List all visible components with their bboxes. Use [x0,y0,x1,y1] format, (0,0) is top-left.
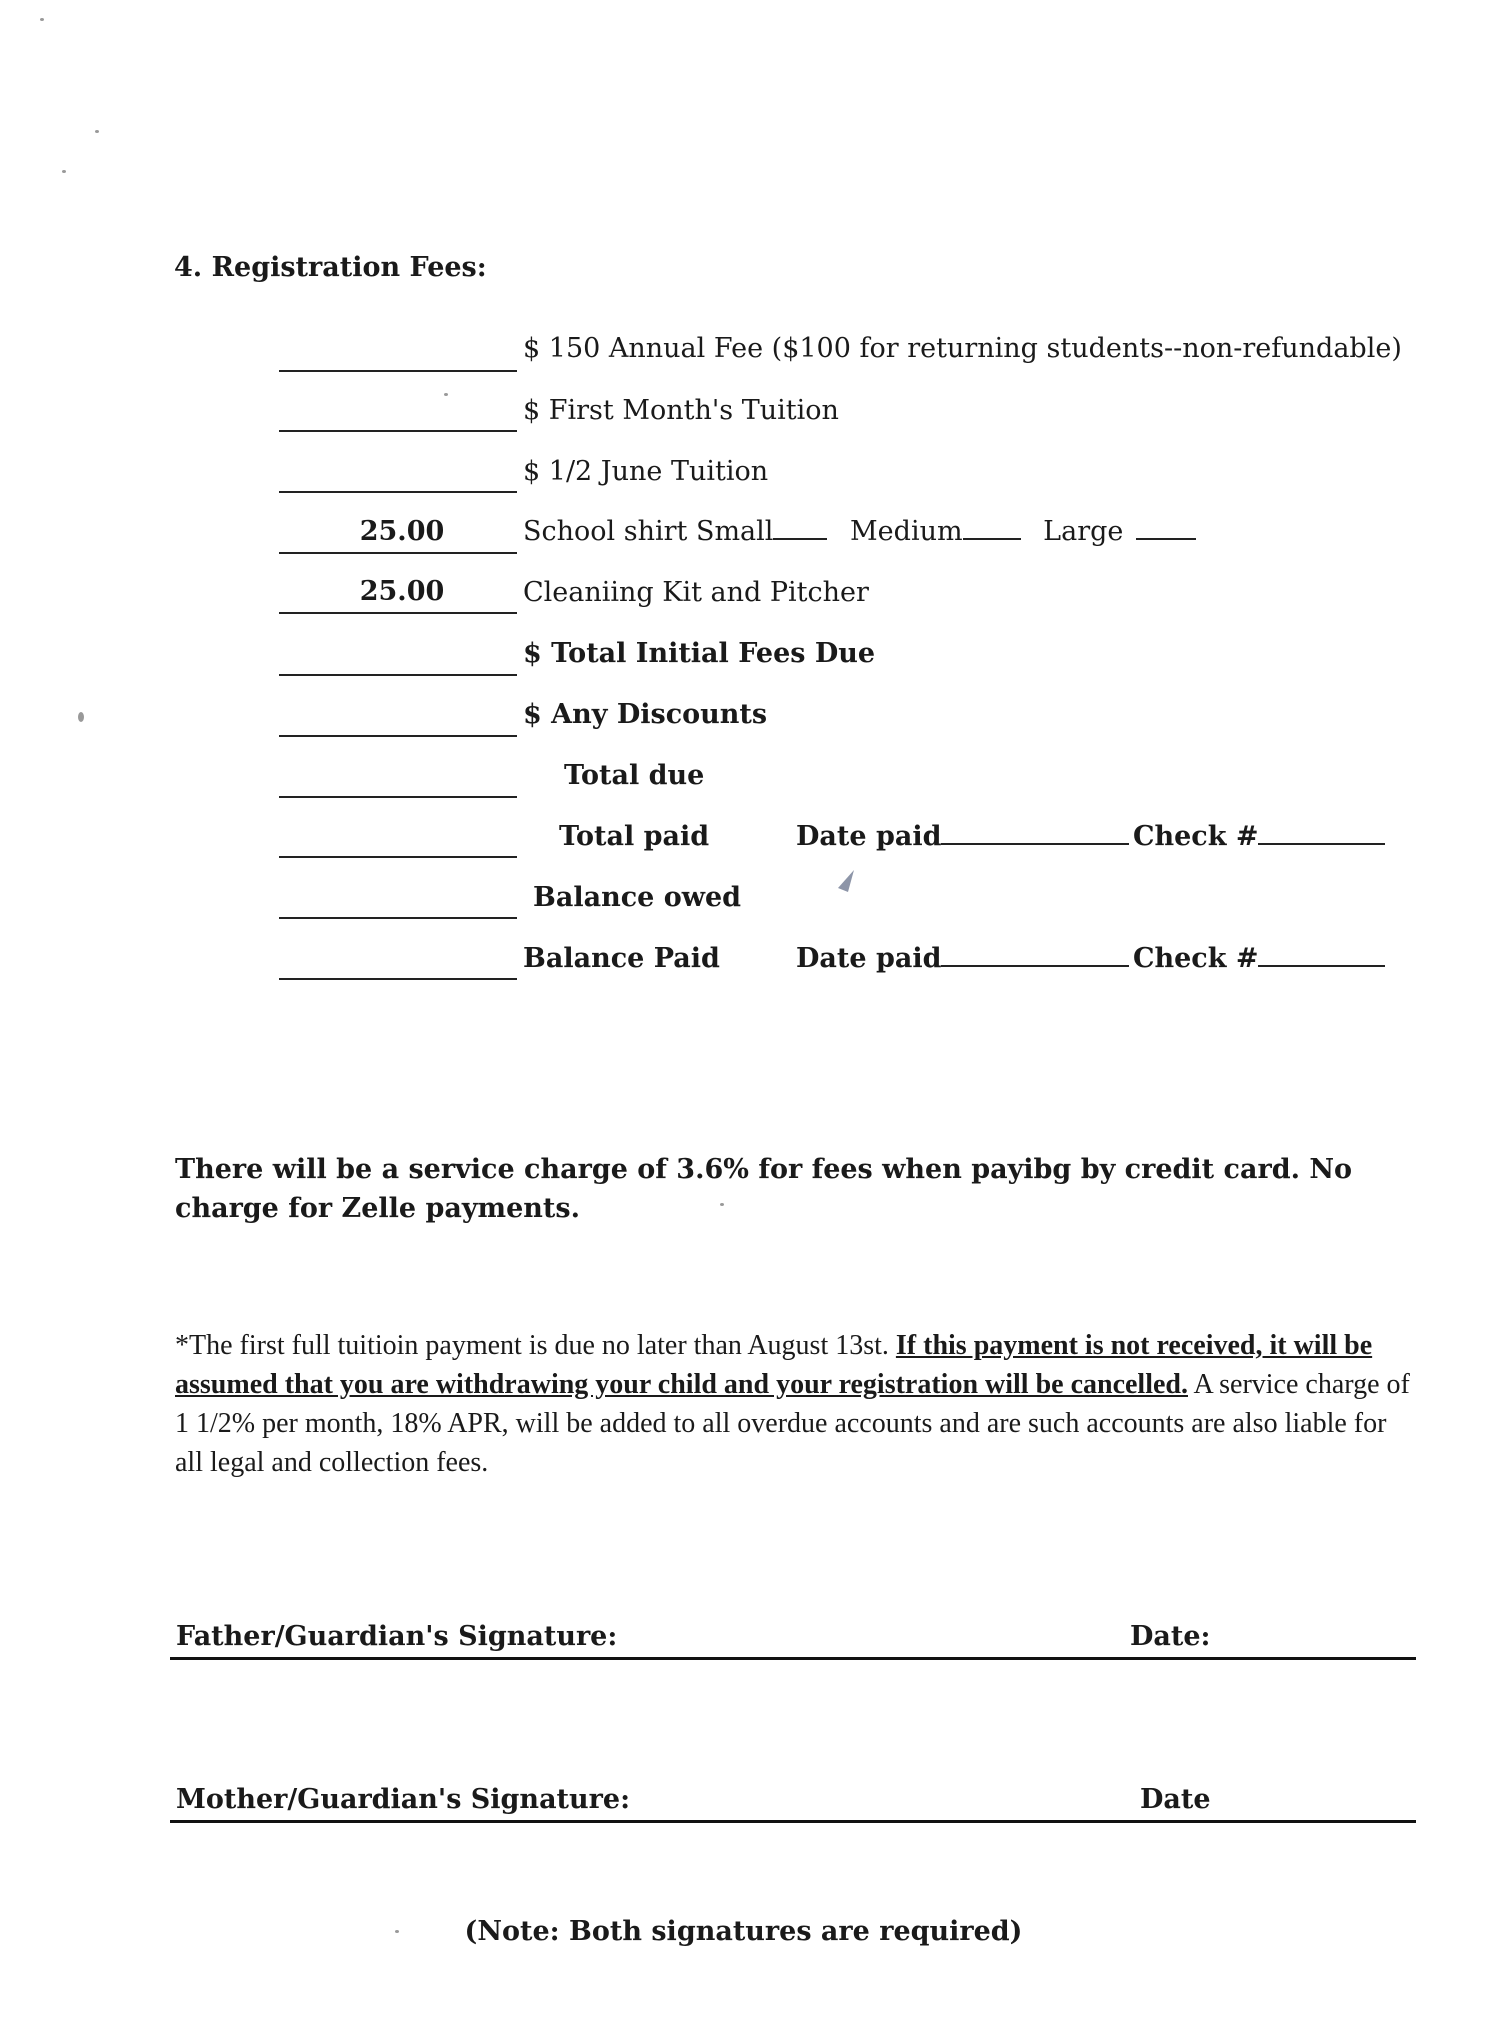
check-number-label: Check # [1133,943,1259,974]
amount-blank[interactable] [279,856,517,858]
size-large-blank[interactable] [1136,538,1196,540]
fee-label: $ 1/2 June Tuition [523,456,769,487]
mother-signature-label: Mother/Guardian's Signature: [176,1784,631,1815]
amount-blank[interactable] [279,370,517,372]
policy-intro: *The first full tuitioin payment is due no later than August 13st. [175,1330,896,1361]
check-number-blank[interactable] [1258,843,1385,845]
school-shirt-line [523,516,1196,547]
fee-label: $ 150 Annual Fee ($100 for returning students--non-refundable) [523,333,1402,364]
amount-blank[interactable] [279,978,517,980]
service-charge-note: There will be a service charge of 3.6% for fees when payibg by credit card. No charge for Zelle payments. [175,1154,1353,1224]
fee-label: Total due [564,760,705,791]
check-number-field [1133,821,1385,852]
amount-blank[interactable] [279,491,517,493]
amount-blank[interactable] [279,796,517,798]
scan-speck [720,1203,724,1206]
size-medium-label: Medium [850,516,963,547]
amount-blank[interactable] [279,674,517,676]
amount-blank[interactable] [279,430,517,432]
amount-blank[interactable] [279,735,517,737]
scan-speck [395,1930,399,1933]
amount-value: 25.00 [359,576,445,607]
date-paid-blank[interactable] [941,965,1129,967]
father-signature-label: Father/Guardian's Signature: [176,1621,618,1652]
father-date-label: Date: [1130,1621,1211,1652]
size-small-blank[interactable] [773,538,827,540]
amount-value: 25.00 [359,516,445,547]
fee-label: $ Any Discounts [523,699,768,730]
date-paid-field [796,943,1129,974]
fee-label: Balance Paid [523,943,720,974]
scan-speck [78,712,84,722]
mother-date-label: Date [1140,1784,1211,1815]
mother-signature-line[interactable] [170,1820,1416,1823]
fee-label: School shirt Small [523,516,774,547]
section-heading: 4. Registration Fees: [174,252,487,283]
fee-label: Total paid [559,821,710,852]
amount-blank[interactable] [279,612,517,614]
date-paid-field [796,821,1129,852]
size-medium-blank[interactable] [963,538,1021,540]
scan-speck [95,130,99,133]
signature-note: (Note: Both signatures are required) [464,1916,1023,1947]
fee-label: $ First Month's Tuition [523,395,839,426]
scan-speck [40,18,44,21]
check-number-field [1133,943,1385,974]
amount-blank[interactable] [279,552,517,554]
fee-label: Cleaniing Kit and Pitcher [523,577,869,608]
policy-rest: A service charge of 1 1/2% per month, 18% APR, will be added to all overdue accounts and are such accounts are also liable for all legal and collection fees. [175,1369,1410,1478]
fee-label: Balance owed [533,882,742,913]
scan-speck [444,393,448,396]
tuition-policy [175,1326,1415,1482]
scan-speck [62,170,66,173]
father-signature-line[interactable] [170,1657,1416,1660]
size-large-label: Large [1043,516,1124,547]
policy-warning: If this payment is not received, it will be assumed that you are withdrawing your child and your registration will be cancelled. [175,1330,1373,1400]
date-paid-label: Date paid [796,943,942,974]
fee-label: $ Total Initial Fees Due [523,638,876,669]
date-paid-blank[interactable] [941,843,1129,845]
pencil-mark [834,868,858,896]
check-number-blank[interactable] [1258,965,1385,967]
amount-blank[interactable] [279,917,517,919]
check-number-label: Check # [1133,821,1259,852]
date-paid-label: Date paid [796,821,942,852]
